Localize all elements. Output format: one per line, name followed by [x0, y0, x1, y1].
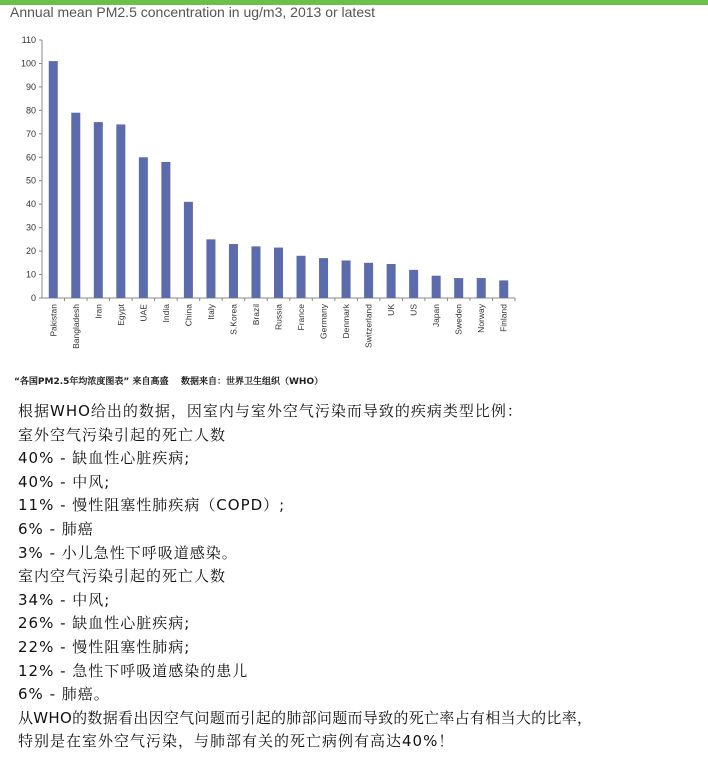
article-line: 室外空气污染引起的死亡人数 — [18, 425, 227, 444]
bar — [409, 270, 418, 298]
x-tick-label: India — [160, 304, 171, 323]
x-tick-label: US — [408, 304, 419, 316]
article-line: 室内空气污染引起的死亡人数 — [18, 567, 227, 586]
article-line: 从WHO的数据看出因空气问题而引起的肺部问题而导致的死亡率占有相当大的比率， — [18, 708, 593, 727]
y-tick-label: 40 — [25, 199, 36, 210]
article-line: 12% - 急性下呼吸道感染的患儿 — [18, 661, 249, 680]
article-line: 6% - 肺癌 — [18, 519, 94, 538]
article-line: 3% - 小儿急性下呼吸道感染。 — [18, 543, 238, 562]
bar — [229, 244, 238, 298]
x-tick-label: Norway — [476, 304, 487, 333]
x-tick-label: France — [296, 304, 307, 331]
article-line: 特别是在室外空气污染，与肺部有关的死亡病例有高达40%！ — [18, 732, 455, 751]
bar — [364, 263, 373, 298]
article-line: 6% - 肺癌。 — [18, 685, 110, 704]
y-tick-label: 0 — [30, 293, 36, 303]
x-tick-label: Pakistan — [48, 304, 59, 337]
y-tick-label: 100 — [20, 58, 36, 69]
x-tick-label: Denmark — [341, 304, 352, 339]
bar — [49, 61, 58, 298]
x-tick-label: Finland — [498, 304, 509, 332]
y-tick-label: 90 — [25, 81, 36, 92]
x-tick-label: Switzerland — [363, 304, 374, 348]
bar — [454, 278, 463, 298]
y-tick-label: 20 — [25, 246, 36, 257]
bar — [94, 122, 103, 298]
bar — [161, 162, 170, 298]
bar — [139, 157, 148, 298]
x-tick-label: UK — [386, 304, 397, 316]
pm25-bar-chart — [0, 0, 708, 370]
bar — [432, 276, 441, 298]
bar — [342, 260, 351, 298]
y-tick-label: 110 — [21, 35, 36, 45]
y-tick-label: 30 — [25, 222, 36, 233]
x-tick-label: Italy — [205, 304, 216, 320]
y-tick-label: 80 — [25, 105, 36, 116]
article-text — [18, 400, 704, 754]
article-line: 34% - 中风; — [18, 590, 111, 609]
bar — [251, 246, 260, 298]
article-line: 40% - 缺血性心脏疾病; — [18, 449, 191, 468]
bar — [387, 264, 396, 298]
chart-caption: “各国PM2.5年均浓度图表” 来自高盛 数据来自：世界卫生组织（WHO） — [14, 377, 324, 387]
article-line: 40% - 中风; — [18, 472, 111, 491]
bar — [184, 202, 193, 298]
bar — [116, 124, 125, 298]
bar — [477, 278, 486, 298]
bar — [206, 239, 215, 298]
x-tick-label: Bangladesh — [70, 304, 81, 349]
x-tick-label: Japan — [431, 304, 442, 328]
x-tick-label: Germany — [318, 304, 329, 339]
bar — [319, 258, 328, 298]
y-tick-label: 70 — [25, 128, 36, 139]
x-tick-label: Brazil — [250, 304, 261, 326]
x-tick-label: Sweden — [453, 304, 464, 335]
y-tick-label: 50 — [25, 175, 36, 186]
bar — [297, 256, 306, 298]
y-tick-label: 60 — [25, 152, 36, 163]
x-tick-label: Egypt — [115, 304, 126, 326]
bar — [499, 280, 508, 298]
article-line: 根据WHO给出的数据，因室内与室外空气污染而导致的疾病类型比例： — [18, 402, 523, 420]
article-line: 22% - 慢性阻塞性肺病; — [18, 637, 191, 656]
chart-title: Annual mean PM2.5 concentration in ug/m3, 2013 or latest — [10, 4, 375, 20]
y-tick-label: 10 — [25, 269, 36, 280]
x-tick-label: UAE — [138, 304, 149, 322]
x-tick-label: China — [183, 304, 194, 327]
article-line: 26% - 缺血性心脏疾病; — [18, 614, 191, 633]
x-tick-label: S.Korea — [228, 304, 239, 335]
bar — [71, 113, 80, 298]
bar — [274, 248, 283, 298]
x-tick-label: Iran — [93, 304, 104, 319]
article-line: 11% - 慢性阻塞性肺疾病（COPD）; — [18, 496, 286, 515]
x-tick-label: Russia — [273, 304, 284, 330]
